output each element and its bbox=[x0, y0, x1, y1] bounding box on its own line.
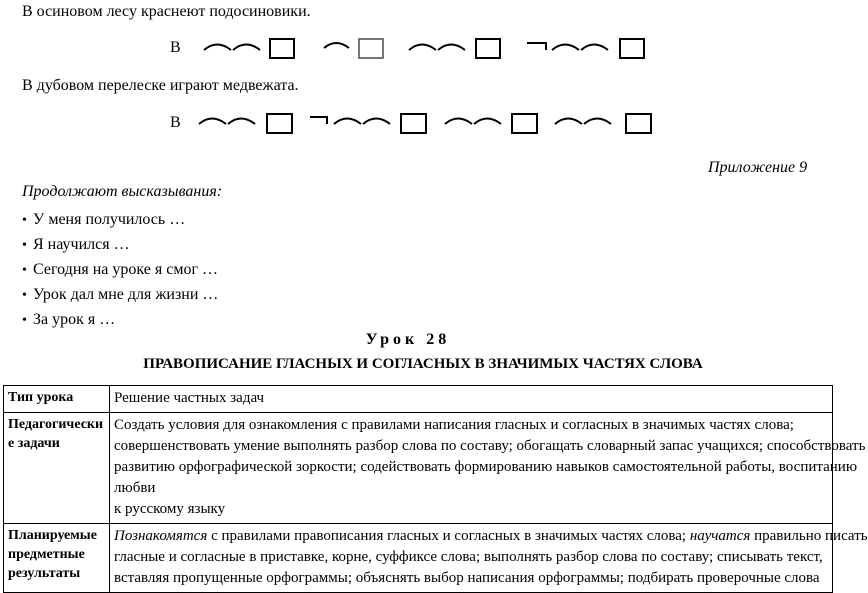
list-item bbox=[22, 233, 218, 258]
list-item-text: Урок дал мне для жизни … bbox=[33, 286, 219, 303]
row-value-lesson-type bbox=[110, 386, 833, 413]
word-scheme-1 bbox=[170, 34, 650, 64]
morpheme-scheme-1-icon bbox=[170, 34, 650, 64]
cell-line: гласные и согласные в приставке, корне, суффиксе слова; выполнять разбор слова по составу; списывать текст, bbox=[114, 549, 823, 565]
cell-line: вставляя пропущенные орфограммы; объяснять выбор написания орфограммы; подбирать проверочные слова bbox=[114, 570, 820, 586]
row-header-planned-results: Планируемые предметные результаты bbox=[4, 524, 110, 593]
table-row bbox=[4, 524, 833, 593]
cell-text: правильно писать bbox=[750, 528, 868, 544]
list-item-text: За урок я … bbox=[33, 311, 116, 328]
scheme-2-preposition: В bbox=[170, 114, 181, 131]
reflection-list bbox=[22, 208, 218, 333]
cell-line: развитию орфографической зоркости; содействовать формированию навыков самостоятельной работы, воспитанию bbox=[114, 459, 858, 475]
list-item-text: Сегодня на уроке я смог … bbox=[33, 261, 219, 278]
sentence-1: В осиновом лесу краснеют подосиновики. bbox=[22, 3, 311, 20]
cell-text: с правилами правописания гласных и согласных в значимых частях слова; bbox=[207, 528, 690, 544]
row-value-planned-results bbox=[110, 524, 868, 593]
row-header-pedagogical-tasks: Педагогические задачи bbox=[4, 413, 110, 524]
list-item-text: У меня получилось … bbox=[33, 211, 186, 228]
italic-term: научатся bbox=[689, 528, 751, 544]
scheme-1-preposition: В bbox=[170, 39, 181, 56]
sentence-2: В дубовом перелеске играют медвежата. bbox=[22, 77, 299, 94]
appendix-label: Приложение 9 bbox=[708, 159, 808, 176]
list-item-text: Я научился … bbox=[33, 236, 130, 253]
cell-line: совершенствовать умение выполнять разбор слова по составу; обогащать словарный запас учащихся; способствовать bbox=[114, 438, 866, 454]
table-row bbox=[4, 386, 833, 413]
row-value-pedagogical-tasks bbox=[110, 413, 866, 524]
cell-line: Создать условия для ознакомления с правилами написания гласных и согласных в значимых частях слова; bbox=[114, 417, 794, 433]
italic-term: Познакомятся bbox=[114, 528, 208, 544]
cell-line: к русскому языку bbox=[114, 501, 226, 517]
list-item bbox=[22, 258, 218, 283]
word-scheme-2 bbox=[170, 108, 660, 138]
list-item bbox=[22, 308, 218, 333]
morpheme-scheme-2-icon bbox=[170, 108, 660, 138]
cell-line: Решение частных задач bbox=[114, 390, 265, 406]
cell-line: любви bbox=[114, 480, 156, 496]
list-item bbox=[22, 283, 218, 308]
row-header-lesson-type: Тип урока bbox=[4, 386, 110, 413]
reflection-intro: Продолжают высказывания: bbox=[22, 183, 223, 200]
list-item bbox=[22, 208, 218, 233]
lesson-title: ПРАВОПИСАНИЕ ГЛАСНЫХ И СОГЛАСНЫХ В ЗНАЧИМЫХ ЧАСТЯХ СЛОВА bbox=[143, 356, 703, 372]
cell-line bbox=[114, 526, 868, 547]
table-row bbox=[4, 413, 833, 524]
lesson-info-table bbox=[3, 385, 868, 593]
lesson-number: Урок 28 bbox=[365, 331, 451, 348]
